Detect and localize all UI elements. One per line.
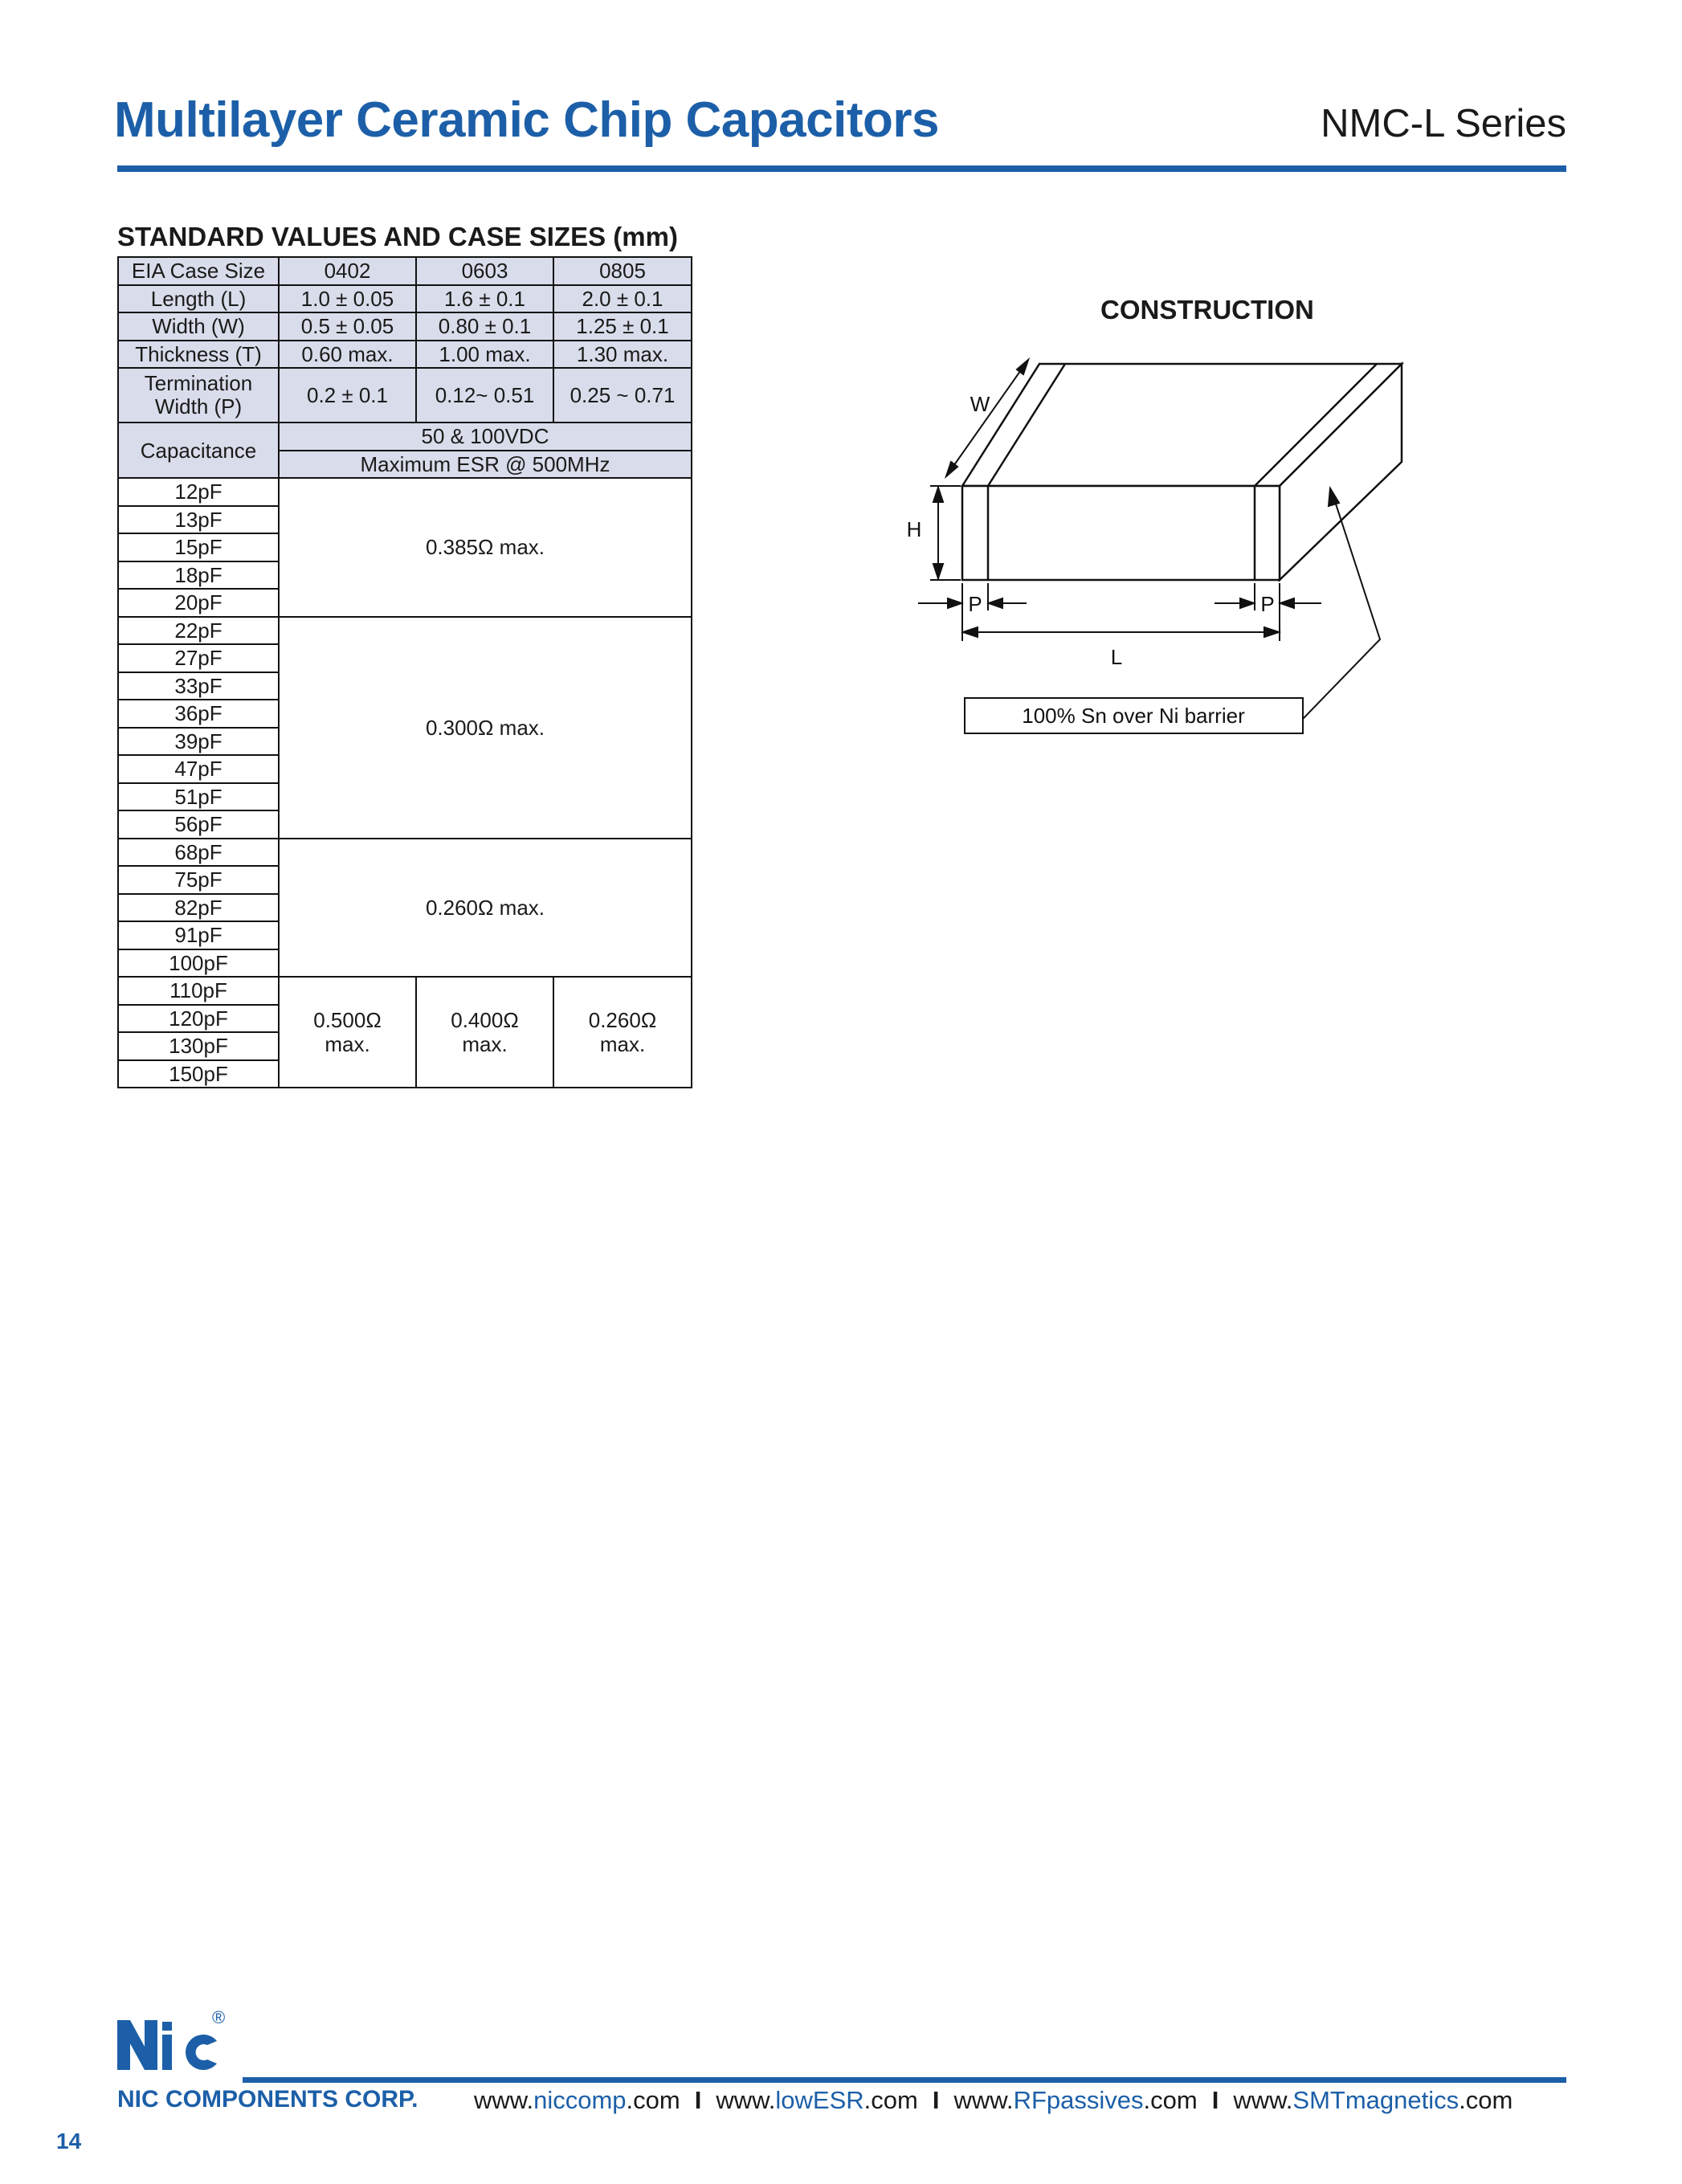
arrow-head: [1280, 598, 1294, 608]
link-rfpassives[interactable]: [953, 2086, 1197, 2114]
p-left-label: P: [968, 592, 982, 616]
esr-group-2: 0.300Ω max.: [279, 617, 692, 839]
case-size-0805: 0805: [553, 257, 692, 285]
arrow-head: [948, 598, 961, 608]
table-cell: 1.0 ± 0.05: [279, 285, 416, 313]
esr-unit: max.: [462, 1032, 508, 1056]
chip-body: [962, 364, 1402, 580]
capacitance-value: 27pF: [118, 644, 279, 672]
capacitance-value: 39pF: [118, 728, 279, 756]
capacitance-value: 47pF: [118, 755, 279, 783]
link-suffix: .com: [1459, 2086, 1513, 2114]
footer-rule: [243, 2077, 1566, 2083]
header-rule: [117, 165, 1566, 172]
link-lowesr[interactable]: [716, 2086, 918, 2114]
case-size-0402: 0402: [279, 257, 416, 285]
capacitance-value: 110pF: [118, 977, 279, 1005]
p-right-label: P: [1260, 592, 1275, 616]
capacitance-value: 150pF: [118, 1060, 279, 1088]
table-row: [118, 478, 692, 506]
callout-text: 100% Sn over Ni barrier: [1022, 704, 1245, 728]
table-row: [118, 617, 692, 645]
table-row-eia-case: [118, 257, 692, 285]
table-cell: 1.25 ± 0.1: [553, 312, 692, 341]
capacitance-value: 91pF: [118, 921, 279, 949]
link-domain: niccomp: [533, 2086, 627, 2114]
footer-links: [474, 2086, 1513, 2115]
case-size-0603: 0603: [416, 257, 553, 285]
table-row-length: [118, 285, 692, 313]
esr-value: 0.500Ω: [313, 1008, 382, 1032]
row-label: Length (L): [118, 285, 279, 313]
capacitance-value: 36pF: [118, 700, 279, 728]
table-cell: 0.60 max.: [279, 341, 416, 369]
esr-unit: max.: [325, 1032, 370, 1056]
table-cell: 2.0 ± 0.1: [553, 285, 692, 313]
capacitance-value: 12pF: [118, 478, 279, 506]
table-row-voltage: [118, 423, 692, 451]
link-domain: lowESR: [775, 2086, 864, 2114]
capacitance-value: 51pF: [118, 783, 279, 811]
arrow-head: [1240, 598, 1254, 608]
esr-group-4-0805: [553, 977, 692, 1088]
row-label: EIA Case Size: [118, 257, 279, 285]
table-cell: 0.2 ± 0.1: [279, 368, 416, 423]
row-label-line1: Termination: [144, 371, 253, 395]
esr-value: 0.260Ω: [588, 1008, 657, 1032]
table-cell: 0.12~ 0.51: [416, 368, 553, 423]
construction-diagram: [884, 345, 1366, 747]
link-prefix: www.: [953, 2086, 1014, 2114]
capacitance-value: 33pF: [118, 672, 279, 700]
capacitance-value: 22pF: [118, 617, 279, 645]
esr-group-4-0402: [279, 977, 416, 1088]
esr-unit: max.: [599, 1032, 646, 1056]
capacitance-value: 100pF: [118, 949, 279, 978]
link-niccomp[interactable]: [474, 2086, 680, 2114]
link-prefix: www.: [1233, 2086, 1293, 2114]
link-separator: I: [1211, 2086, 1219, 2114]
capacitance-value: 13pF: [118, 506, 279, 534]
chip-front-face: [962, 486, 1280, 580]
link-separator: I: [932, 2086, 940, 2114]
w-label: W: [970, 392, 990, 416]
arrow-head: [933, 488, 943, 502]
esr-value: 0.400Ω: [451, 1008, 519, 1032]
registered-mark: ®: [212, 2007, 226, 2027]
link-suffix: .com: [626, 2086, 680, 2114]
link-smtmagnetics[interactable]: [1233, 2086, 1513, 2114]
row-label-line2: Width (P): [154, 394, 243, 418]
voltage-rating: 50 & 100VDC: [279, 423, 692, 451]
page-title: Multilayer Ceramic Chip Capacitors: [114, 92, 939, 148]
table-cell: 1.6 ± 0.1: [416, 285, 553, 313]
esr-group-3: 0.260Ω max.: [279, 839, 692, 978]
table-row-termination: [118, 368, 692, 423]
construction-title: CONSTRUCTION: [1100, 295, 1314, 325]
link-prefix: www.: [474, 2086, 534, 2114]
row-label: Thickness (T): [118, 341, 279, 369]
link-domain: SMTmagnetics: [1292, 2086, 1460, 2114]
esr-header: Maximum ESR @ 500MHz: [279, 451, 692, 479]
link-suffix: .com: [863, 2086, 918, 2114]
link-prefix: www.: [716, 2086, 776, 2114]
nic-logo: [117, 2006, 226, 2072]
esr-group-1: 0.385Ω max.: [279, 478, 692, 617]
table-cell: 0.80 ± 0.1: [416, 312, 553, 341]
capacitance-value: 120pF: [118, 1005, 279, 1033]
esr-group-4-0603: [416, 977, 553, 1088]
table-title: STANDARD VALUES AND CASE SIZES (mm): [117, 222, 678, 251]
link-suffix: .com: [1143, 2086, 1198, 2114]
arrow-head: [963, 627, 978, 637]
capacitance-value: 15pF: [118, 533, 279, 561]
standard-values-table: [117, 256, 692, 1088]
table-cell: 0.25 ~ 0.71: [553, 368, 692, 423]
table-row-thickness: [118, 341, 692, 369]
arrow-head: [1264, 627, 1279, 637]
capacitance-value: 56pF: [118, 810, 279, 839]
link-separator: I: [694, 2086, 702, 2114]
table-row: [118, 977, 692, 1005]
capacitance-label: Capacitance: [118, 423, 279, 478]
table-row: [118, 839, 692, 867]
row-label: [118, 368, 279, 423]
h-label: H: [906, 517, 922, 541]
link-domain: RFpassives: [1013, 2086, 1144, 2114]
table-cell: 0.5 ± 0.05: [279, 312, 416, 341]
table-row-width: [118, 312, 692, 341]
series-name: NMC-L Series: [1321, 102, 1566, 145]
table-cell: 1.00 max.: [416, 341, 553, 369]
capacitance-value: 82pF: [118, 894, 279, 922]
capacitance-value: 130pF: [118, 1032, 279, 1060]
row-label: Width (W): [118, 312, 279, 341]
l-label: L: [1110, 645, 1123, 669]
capacitance-value: 20pF: [118, 589, 279, 617]
arrow-head: [933, 564, 943, 578]
capacitance-value: 75pF: [118, 866, 279, 894]
page-number: 14: [56, 2129, 82, 2153]
capacitance-value: 18pF: [118, 561, 279, 590]
company-name: NIC COMPONENTS CORP.: [117, 2086, 418, 2113]
capacitance-value: 68pF: [118, 839, 279, 867]
arrow-head: [989, 598, 1002, 608]
table-cell: 1.30 max.: [553, 341, 692, 369]
